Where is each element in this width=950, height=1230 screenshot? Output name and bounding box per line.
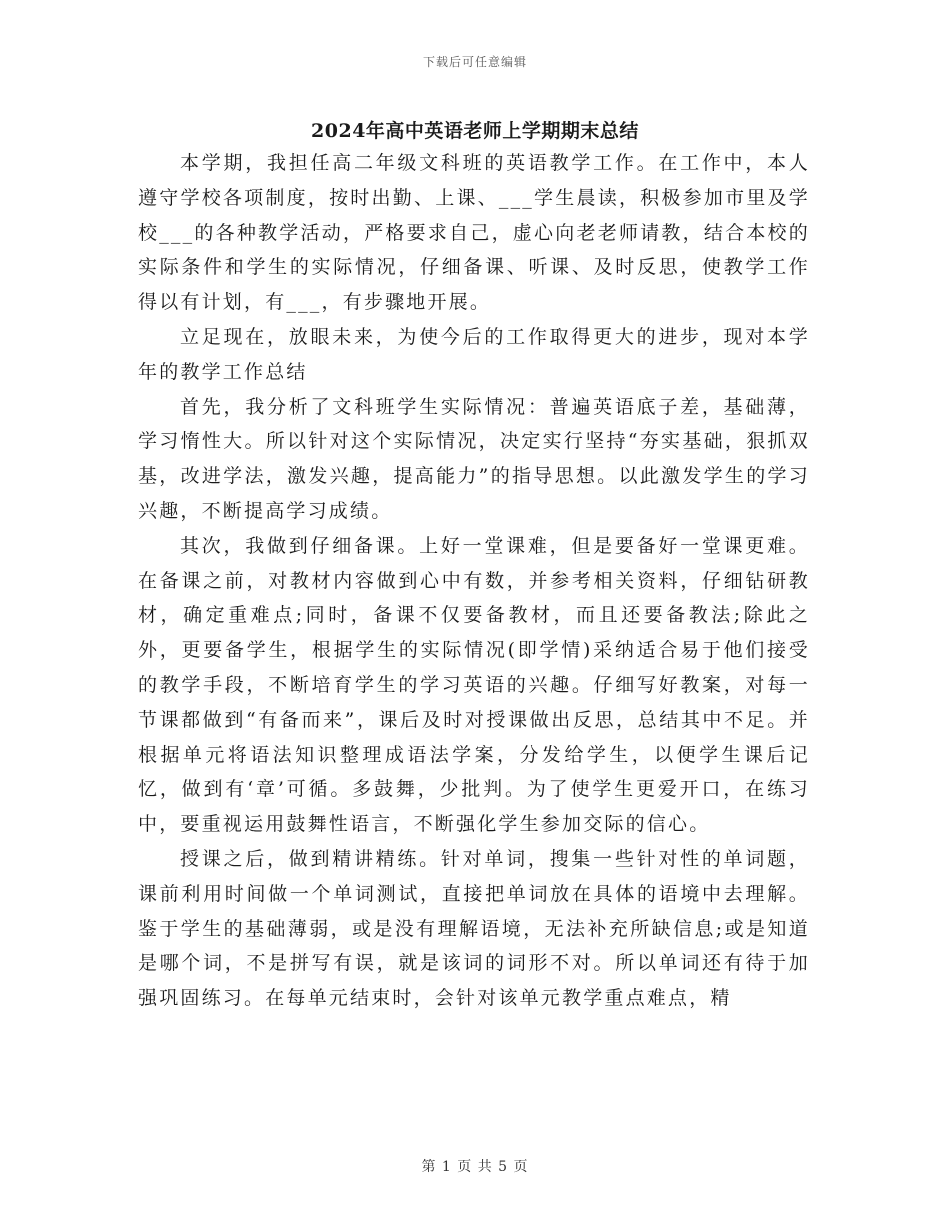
- paragraph-outlook: 立足现在，放眼未来，为使今后的工作取得更大的进步，现对本学年的教学工作总结: [138, 325, 810, 383]
- paragraph-first: 首先，我分析了文科班学生实际情况：普遍英语底子差，基础薄，学习惰性大。所以针对这个实际情况，决定实行坚持“夯实基础，狠抓双基，改进学法，激发兴趣，提高能力”的指导思想。以此激发学生的学习兴趣，不断提高学习成绩。: [138, 395, 810, 522]
- page-header-note: 下载后可任意编辑: [422, 55, 527, 69]
- document-title: 2024年高中英语老师上学期期末总结: [311, 120, 639, 142]
- paragraph-after-class: 授课之后，做到精讲精练。针对单词，搜集一些针对性的单词题，课前利用时间做一个单词测试，直接把单词放在具体的语境中去理解。鉴于学生的基础薄弱，或是没有理解语境，无法补充所缺信息;或是知道是哪个词，不是拼写有误，就是该词的词形不对。所以单词还有待于加强巩固练习。在每单元结束时，会针对该单元教学重点难点，精: [138, 847, 810, 1010]
- paragraph-intro: 本学期，我担任高二年级文科班的英语教学工作。在工作中，本人遵守学校各项制度，按时出勤、上课、___学生晨读，积极参加市里及学校___的各种教学活动，严格要求自己，虚心向老老师请教，结合本校的实际条件和学生的实际情况，仔细备课、听课、及时反思，使教学工作得以有计划，有___，有步骤地开展。: [138, 152, 810, 314]
- paragraph-second: 其次，我做到仔细备课。上好一堂课难，但是要备好一堂课更难。在备课之前，对教材内容做到心中有数，并参考相关资料，仔细钻研教材，确定重难点;同时，备课不仅要备教材，而且还要备教法;除此之外，更要备学生，根据学生的实际情况(即学情)采纳适合易于他们接受的教学手段，不断培育学生的学习英语的兴趣。仔细写好教案，对每一节课都做到“有备而来”，课后及时对授课做出反思，总结其中不足。并根据单元将语法知识整理成语法学案，分发给学生，以便学生课后记忆，做到有‘章’可循。多鼓舞，少批判。为了使学生更爱开口，在练习中，要重视运用鼓舞性语言，不断强化学生参加交际的信心。: [138, 534, 810, 836]
- document-body: [138, 146, 810, 1016]
- page-number: 第 1 页 共 5 页: [421, 1159, 529, 1175]
